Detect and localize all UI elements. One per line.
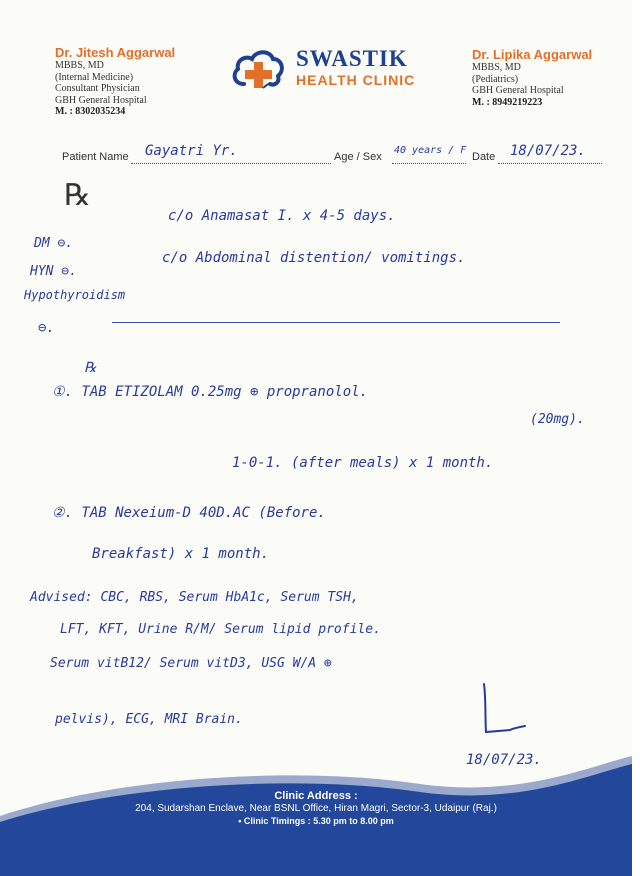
medication-2-schedule: Breakfast) x 1 month.	[92, 546, 270, 562]
divider-line	[112, 322, 560, 323]
patient-name-label: Patient Name	[62, 151, 129, 163]
history-hypothyroidism: Hypothyroidism	[24, 288, 126, 302]
complaint-line-1: c/o Anamasat I. x 4-5 days.	[168, 208, 396, 224]
advised-tests-line-1: Advised: CBC, RBS, Serum HbA1c, Serum TSH,	[30, 590, 359, 605]
rx-small-symbol: ℞	[84, 360, 97, 376]
clinic-name: SWASTIK	[296, 46, 408, 71]
right-doctor-degree: MBBS, MD	[472, 62, 521, 73]
left-doctor-hospital: GBH General Hospital	[55, 94, 147, 106]
right-doctor-hospital: GBH General Hospital	[472, 85, 564, 96]
complaint-line-2: c/o Abdominal distention/ vomitings.	[162, 250, 466, 266]
doctor-signature-icon	[470, 680, 540, 740]
medication-2: ②. TAB Nexeium-D 40D.AC (Before.	[52, 505, 326, 521]
clinic-timings: • Clinic Timings : 5.30 pm to 8.00 pm	[238, 816, 394, 826]
left-doctor-role: Consultant Physician	[55, 83, 140, 94]
left-doctor-block	[55, 45, 225, 118]
date-value: 18/07/23.	[510, 143, 586, 159]
rx-symbol: ℞	[64, 178, 91, 213]
patient-name-value: Gayatri Yr.	[145, 143, 238, 159]
date-label: Date	[472, 151, 496, 163]
right-doctor-phone: M. : 8949219223	[472, 96, 543, 108]
right-doctor-name: Dr. Lipika Aggarwal	[472, 47, 593, 62]
advised-tests-line-4: pelvis), ECG, MRI Brain.	[55, 712, 243, 727]
medication-1-dose: (20mg).	[530, 412, 585, 427]
history-hyn: HYN ⊖.	[30, 264, 77, 279]
left-doctor-degree: MBBS, MD	[55, 60, 104, 71]
medication-1-schedule: 1-0-1. (after meals) x 1 month.	[232, 455, 494, 471]
clinic-address-title: Clinic Address :	[274, 790, 358, 802]
advised-tests-line-3: Serum vitB12/ Serum vitD3, USG W/A ⊕	[50, 656, 332, 671]
clinic-logo-icon	[230, 46, 286, 94]
left-doctor-phone: M. : 8302035234	[55, 106, 126, 117]
right-doctor-block	[472, 47, 632, 109]
history-dm: DM ⊖.	[34, 236, 74, 251]
clinic-address: 204, Sudarshan Enclave, Near BSNL Office, Hiran Magri, Sector-3, Udaipur (Raj.)	[135, 803, 497, 814]
clinic-subtitle: HEALTH CLINIC	[296, 72, 416, 88]
left-doctor-name: Dr. Jitesh Aggarwal	[55, 45, 176, 60]
signature-date: 18/07/23.	[466, 752, 542, 768]
right-doctor-specialty: (Pediatrics)	[472, 73, 519, 85]
left-doctor-specialty: (Internal Medicine)	[55, 71, 134, 83]
age-sex-value: 40 years / F	[394, 145, 467, 156]
medication-1: ①. TAB ETIZOLAM 0.25mg ⊕ propranolol.	[52, 384, 368, 400]
advised-tests-line-2: LFT, KFT, Urine R/M/ Serum lipid profile.	[60, 622, 381, 637]
age-sex-label: Age / Sex	[334, 151, 382, 163]
history-negative: ⊖.	[38, 320, 55, 336]
